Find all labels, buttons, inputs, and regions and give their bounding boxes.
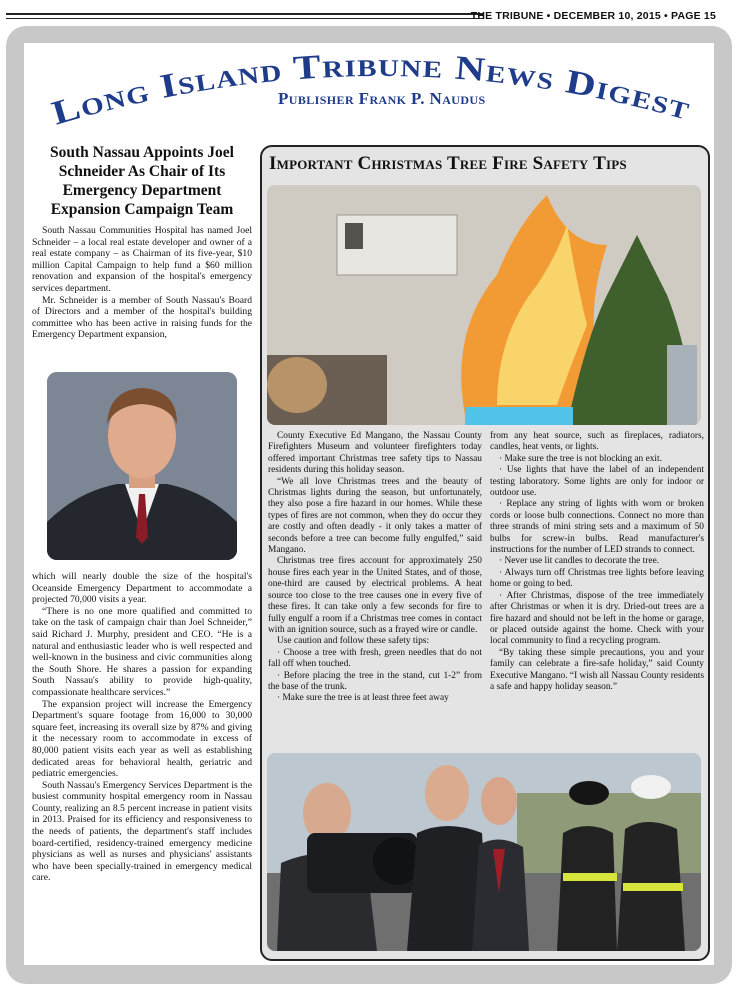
tree-fire-photo (267, 185, 701, 425)
safety-tip: · Always turn off Christmas tree lights before leaving home or going to bed. (490, 567, 704, 590)
left-paragraph: South Nassau's Emergency Services Department is the busiest community hospital emergency room in Nassau County, realizing an 8.5 percent increase in patient visits in 2013. Praised for its efficiency and responsiveness to the needs of patients, the department's staff includes board-certified, residency-trained emergency medicine physicians as well as nurses and physicians' assistants who have been specially-trained in emergency medical care. (32, 779, 252, 884)
safety-paragraph: County Executive Ed Mangano, the Nassau County Firefighters Museum and volunteer firefighters today offered important Christmas tree safety tips to Nassau residents during this holiday season. (268, 431, 482, 476)
left-article-body-bottom (32, 571, 252, 884)
safety-column-1 (268, 431, 482, 705)
safety-tip: · Before placing the tree in the stand, cut 1-2” from the base of the trunk. (268, 670, 482, 692)
portrait-photo (47, 372, 237, 560)
safety-paragraph: “We all love Christmas trees and the beauty of Christmas lights during the season, but unfortunately, they also pose a fire hazard in our homes. While these types of fires are not common, when they do occur they are costly and often deadly - it only takes a matter of seconds before a tree can become fully engulfed,” said Mangano. (268, 476, 482, 556)
left-paragraph: “There is no one more qualified and committed to take on the task of campaign chair than Joel Schneider,” said Richard J. Murphy, president and CEO. “He is a natural and enthusiastic leader who is well respected and well-known in the business and civic communities along the South Shore. He shares a passion for expanding South Nassau's ability to provide high-quality, compassionate healthcare services.” (32, 605, 252, 698)
press-event-photo (267, 753, 701, 951)
safety-tip: · Make sure the tree is not blocking an exit. (499, 453, 662, 464)
masthead (44, 45, 714, 141)
top-rule-bar (6, 10, 732, 26)
left-paragraph: The expansion project will increase the Emergency Department's square footage from 16,000 to 30,000 square feet, increasing its overall size by 87% and giving it the necessary room to accommodate in excess of 80,000 patient visits each year as well as establishing dedicated areas for behavioral health, geriatric and pediatric emergencies. (32, 698, 252, 780)
left-article-continued (32, 571, 252, 884)
safety-tip: from any heat source, such as fireplaces, radiators, candles, heat vents, or lights. (490, 431, 704, 453)
safety-tip: · Replace any string of lights with worn or broken cords or loose bulb connections. Connect no more than three strands of mini string sets and a maximum of 50 bulbs for screw-in bulbs. Read manufacturer's instructions for the number of LED strands to connect. (490, 499, 704, 556)
safety-tip: · Choose a tree with fresh, green needles that do not fall off when touched. (268, 647, 482, 670)
left-paragraph: which will nearly double the size of the hospital's Oceanside Emergency Department to accommodate a projected 70,000 visits a year. (32, 571, 252, 606)
safety-paragraph: Christmas tree fires account for approximately 250 house fires each year in the United States, and of those, one-third are caused by electrical problems. A heat source too close to the tree causes one in every five of these fires. It can take only a few seconds for fire to fully engulf a room if a Christmas tree comes in contact with an ignition source, such as a frayed wire or candle. (268, 556, 482, 635)
left-article (32, 143, 252, 341)
safety-paragraph: Use caution and follow these safety tips: (277, 636, 430, 647)
safety-tip: · After Christmas, dispose of the tree immediately after Christmas or when it is dry. Dried-out trees are a fire hazard and should not be left in the home or garage, or placed outside against the home. Check with your local community to find a recycling program. (490, 590, 704, 647)
page (24, 43, 714, 965)
left-article-headline: South Nassau Appoints Joel Schneider As Chair of Its Emergency Department Expansion Campaign Team (50, 144, 234, 218)
masthead-publisher: Publisher Frank P. Naudus (278, 89, 486, 108)
safety-tip: · Use lights that have the label of an independent testing laboratory. Some lights are only for indoor or outdoor use. (490, 465, 704, 499)
safety-tip: · Never use lit candles to decorate the tree. (499, 556, 660, 567)
running-header: THE TRIBUNE • DECEMBER 10, 2015 • PAGE 15 (470, 10, 716, 22)
left-paragraph: South Nassau Communities Hospital has named Joel Schneider – a local real estate developer and owner of a real estate company – as Chairman of its five-year, $10 million Capital Campaign to help fund a $60 million renovation and expansion of the hospital's emergency services department. (32, 225, 252, 294)
top-rule (6, 13, 484, 15)
top-rule-thin (6, 18, 484, 19)
safety-tips-title: Important Christmas Tree Fire Safety Tips (269, 153, 627, 174)
safety-tips-box (260, 145, 710, 961)
safety-column-2 (490, 431, 704, 693)
left-article-body-top (32, 225, 252, 341)
safety-tip: · Make sure the tree is at least three feet away (277, 693, 449, 704)
safety-quote: “By taking these simple precautions, you and your family can celebrate a fire-safe holiday,” said County Executive Mangano. “I wish all Nassau County residents a safe and happy holiday season.” (490, 647, 705, 692)
masthead-title: Long Island Tribune News Digest (47, 46, 692, 133)
left-paragraph: Mr. Schneider is a member of South Nassau's Board of Directors and a member of the hospital's building committee who has been active in raising funds for the Emergency Department expansion, (32, 294, 252, 341)
